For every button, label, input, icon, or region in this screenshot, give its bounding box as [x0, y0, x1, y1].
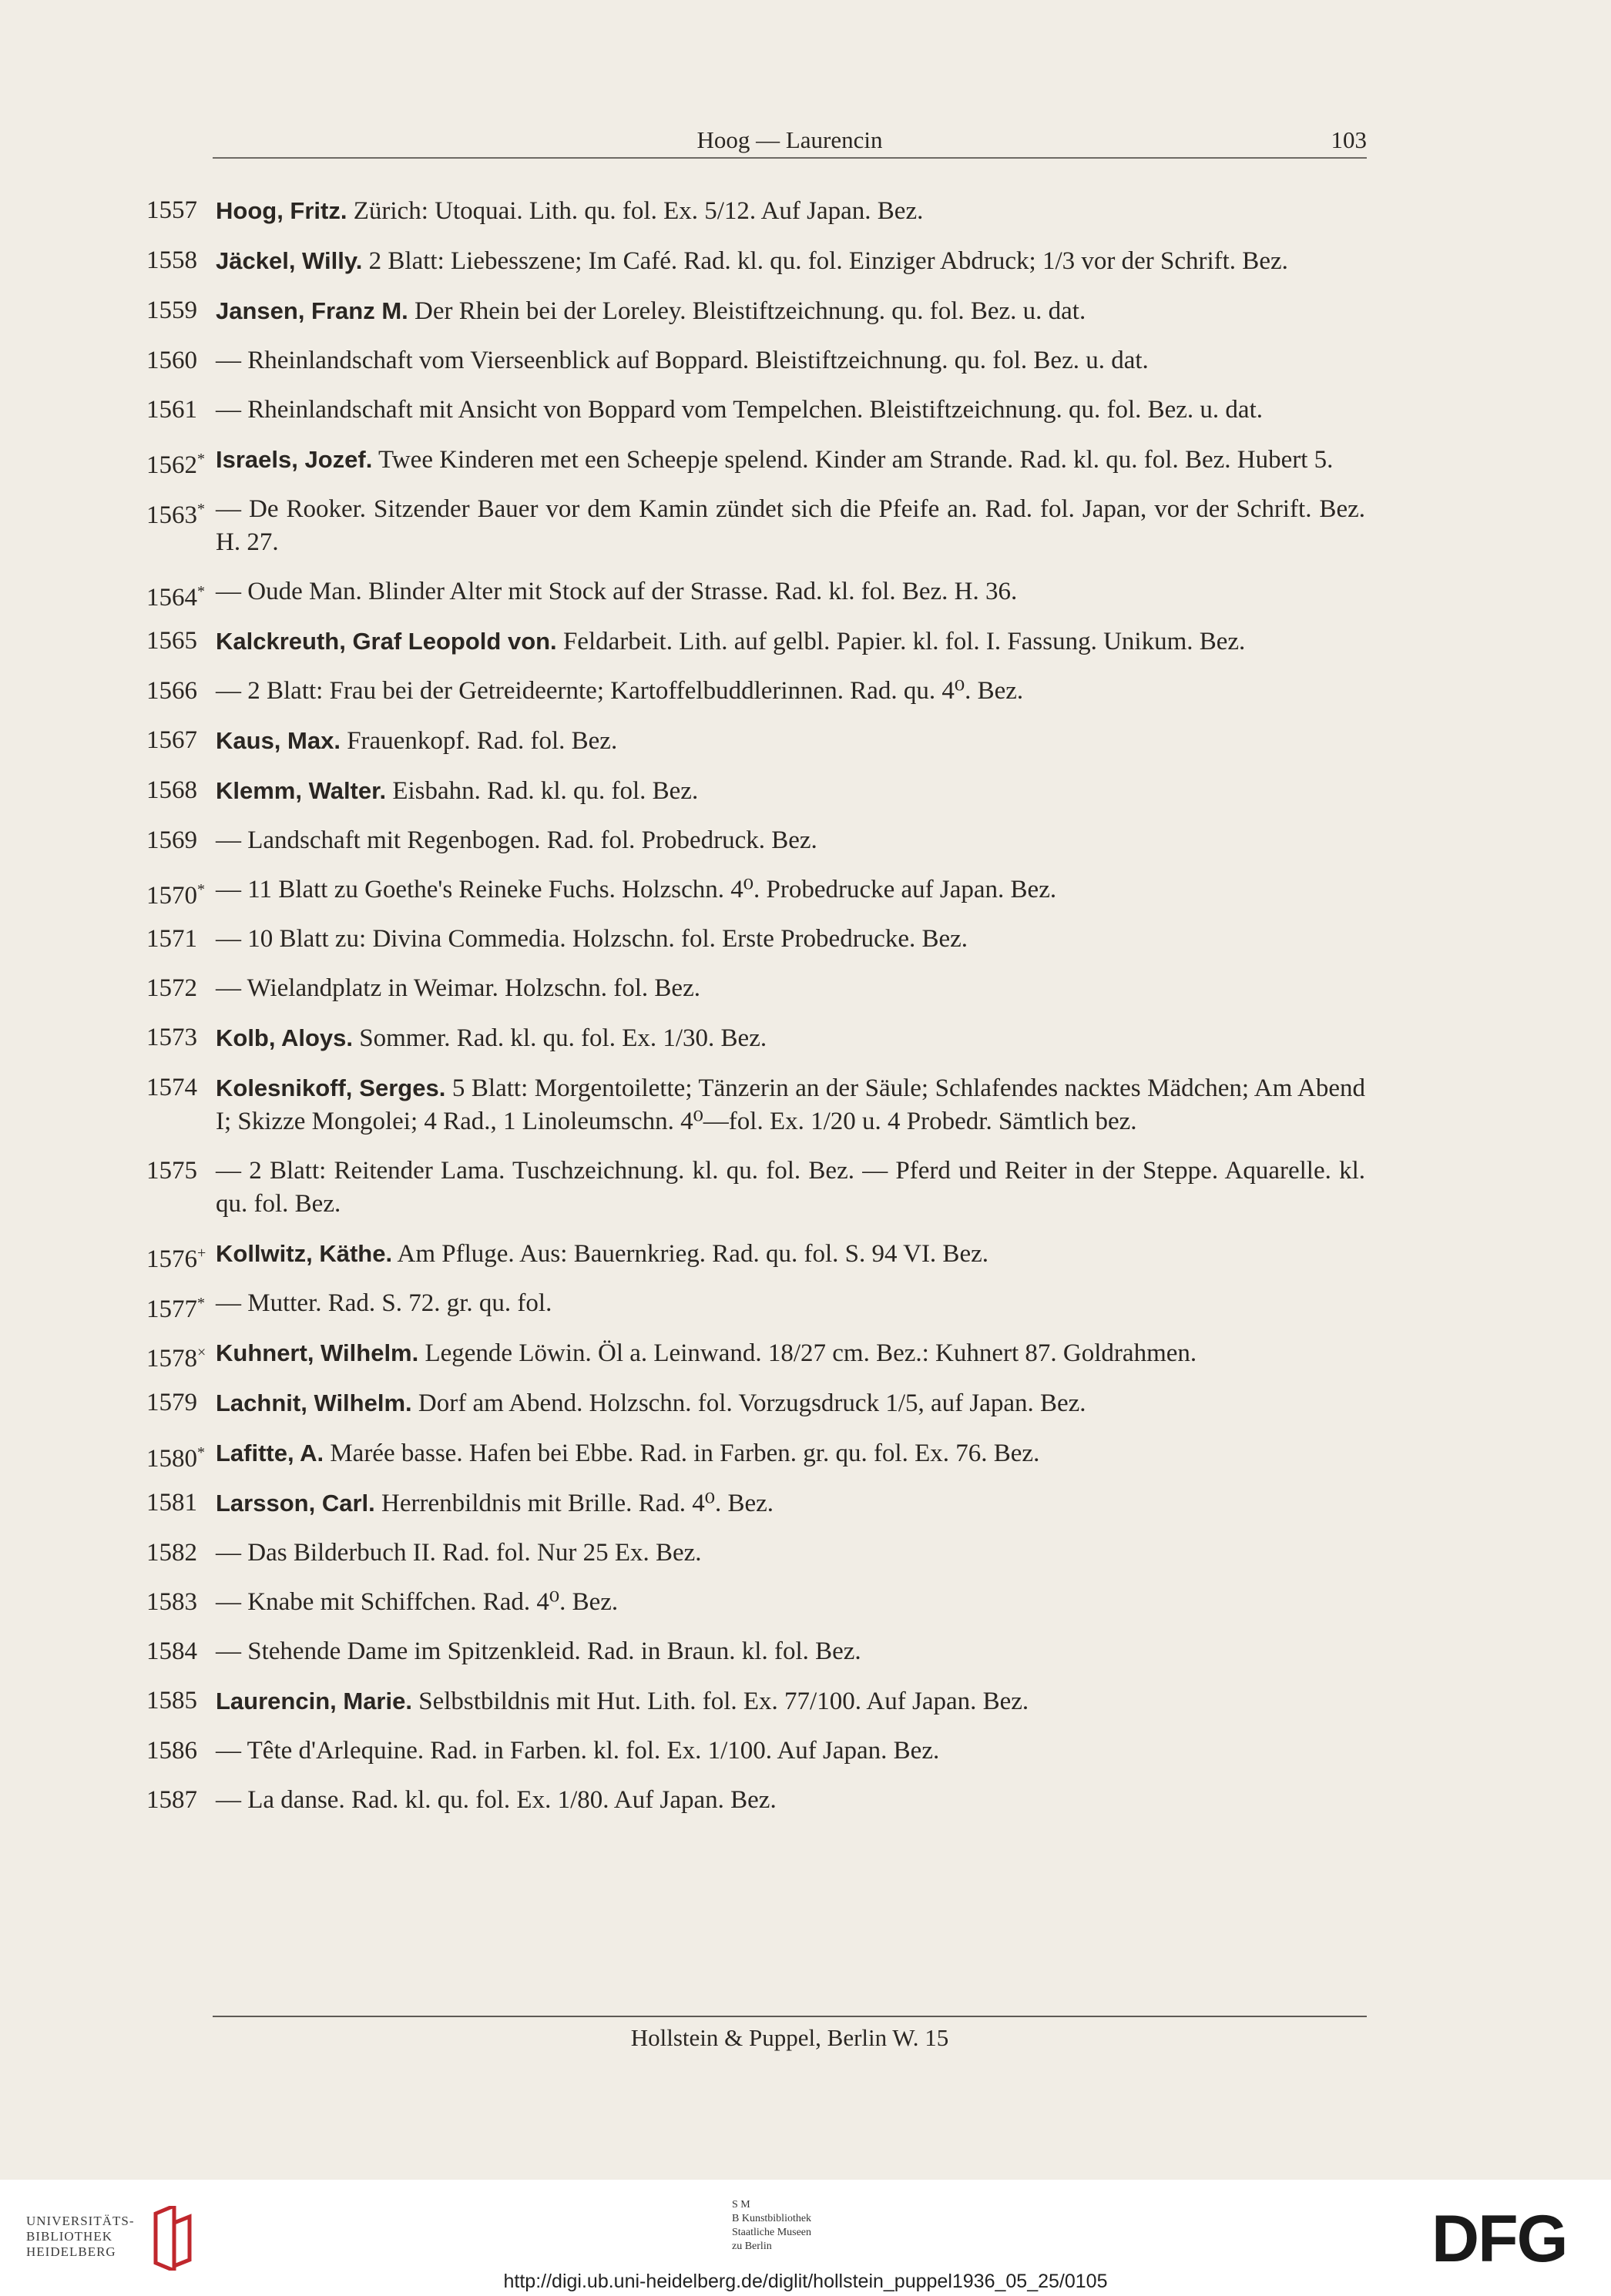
- entry-mark: *: [197, 1295, 205, 1312]
- entry-number: [146, 1684, 216, 1718]
- catalog-entry: [146, 675, 1365, 708]
- entry-number: [146, 724, 216, 757]
- entry-number: [146, 972, 216, 1005]
- entry-number-value: 1576: [146, 1245, 197, 1273]
- entry-number-value: 1565: [146, 627, 197, 655]
- entry-number-value: 1579: [146, 1389, 197, 1416]
- entry-number: [146, 1386, 216, 1419]
- catalog-entry: [146, 244, 1365, 278]
- dfg-logo: DFG: [1431, 2202, 1567, 2276]
- entry-number-value: 1571: [146, 925, 197, 953]
- catalog-entry: [146, 1237, 1365, 1271]
- entry-artist: Lafitte, A.: [216, 1440, 324, 1466]
- entry-description: — Oude Man. Blinder Alter mit Stock auf der Strasse. Rad. kl. fol. Bez. H. 36.: [216, 578, 1018, 605]
- permalink-url[interactable]: http://digi.ub.uni-heidelberg.de/diglit/hollstein_puppel1936_05_25/0105: [503, 2271, 1108, 2292]
- entry-description: — Landschaft mit Regenbogen. Rad. fol. Probedruck. Bez.: [216, 826, 817, 854]
- entry-description: Twee Kinderen met een Scheepje spelend. Kinder am Strande. Rad. kl. qu. fol. Bez. Hubert 5.: [378, 446, 1334, 474]
- catalog-entry: [146, 625, 1365, 659]
- catalog-entry: [146, 1635, 1365, 1668]
- entry-description: — 10 Blatt zu: Divina Commedia. Holzschn. fol. Erste Probedrucke. Bez.: [216, 925, 968, 953]
- entry-number: [146, 1537, 216, 1570]
- entry-artist: Hoog, Fritz.: [216, 197, 347, 224]
- entry-description: Feldarbeit. Lith. auf gelbl. Papier. kl. fol. I. Fassung. Unikum. Bez.: [562, 628, 1246, 655]
- museum-line: B Kunstbibliothek: [732, 2213, 812, 2224]
- catalog-entry: [146, 1386, 1365, 1420]
- entry-number-value: 1586: [146, 1737, 197, 1765]
- entry-number: [146, 344, 216, 377]
- entry-description: 5 Blatt: Morgentoilette; Tänzerin an der Säule; Schlafendes nacktes Mädchen; Am Abend I; Skizze Mongolei; 4 Rad., 1 Linoleumschn. 4⁰—fol. Ex. 1/20 u. 4 Probedr. Sämtlich bez.: [216, 1074, 1365, 1135]
- entry-artist: Lachnit, Wilhelm.: [216, 1389, 412, 1416]
- entry-description: — De Rooker. Sitzender Bauer vor dem Kamin zündet sich die Pfeife an. Rad. fol. Japan, vor der Schrift. Bez. H. 27.: [216, 495, 1365, 556]
- entry-number-value: 1581: [146, 1489, 197, 1517]
- entry-number: [146, 1635, 216, 1668]
- entry-number: [146, 1735, 216, 1768]
- entry-description: — Mutter. Rad. S. 72. gr. qu. fol.: [216, 1289, 552, 1317]
- entry-mark: ×: [197, 1344, 206, 1361]
- museum-line: Staatliche Museen: [732, 2227, 812, 2238]
- entry-number-value: 1583: [146, 1588, 197, 1616]
- entry-description: — Knabe mit Schiffchen. Rad. 4⁰. Bez.: [216, 1588, 619, 1616]
- entry-number-value: 1570: [146, 882, 197, 910]
- catalog-entry: [146, 873, 1365, 910]
- entry-number: [146, 824, 216, 857]
- catalog-entries: [146, 194, 1365, 1833]
- entry-description: Marée basse. Hafen bei Ebbe. Rad. in Farben. gr. qu. fol. Ex. 76. Bez.: [330, 1440, 1040, 1467]
- catalog-entry: [146, 1336, 1365, 1373]
- entry-number: [146, 675, 216, 708]
- entry-mark: *: [197, 501, 205, 518]
- entry-number-value: 1559: [146, 297, 197, 324]
- entry-number-value: 1573: [146, 1024, 197, 1051]
- entry-artist: Larsson, Carl.: [216, 1490, 375, 1517]
- running-header: [213, 122, 1367, 159]
- entry-description: — Wielandplatz in Weimar. Holzschn. fol. Bez.: [216, 974, 700, 1002]
- entry-number-value: 1562: [146, 451, 197, 479]
- viewer-bottom-bar: [0, 2180, 1611, 2296]
- entry-number-value: 1585: [146, 1687, 197, 1714]
- catalog-entry: [146, 824, 1365, 857]
- entry-number: [146, 923, 216, 956]
- catalog-entry: [146, 1487, 1365, 1520]
- entry-number: [146, 194, 216, 227]
- entry-artist: Kalckreuth, Graf Leopold von.: [216, 628, 557, 655]
- catalog-entry: [146, 344, 1365, 377]
- entry-description: — 2 Blatt: Reitender Lama. Tuschzeichnung. kl. qu. fol. Bez. — Pferd und Reiter in der Steppe. Aquarelle. kl. qu. fol. Bez.: [216, 1157, 1365, 1218]
- entry-mark: *: [197, 451, 205, 468]
- entry-description: — Stehende Dame im Spitzenkleid. Rad. in Braun. kl. fol. Bez.: [216, 1637, 861, 1665]
- catalog-entry: [146, 923, 1365, 956]
- entry-artist: Laurencin, Marie.: [216, 1688, 412, 1714]
- entry-description: Am Pfluge. Aus: Bauernkrieg. Rad. qu. fol. S. 94 VI. Bez.: [397, 1240, 988, 1268]
- entry-mark: +: [197, 1245, 206, 1262]
- university-line: UNIVERSITÄTS-: [26, 2214, 135, 2228]
- entry-number: [146, 294, 216, 327]
- entry-description: — La danse. Rad. kl. qu. fol. Ex. 1/80. Auf Japan. Bez.: [216, 1786, 777, 1814]
- entry-number-value: 1584: [146, 1637, 197, 1665]
- entry-number: [146, 1237, 216, 1276]
- entry-artist: Kolesnikoff, Serges.: [216, 1074, 446, 1101]
- entry-number-value: 1575: [146, 1157, 197, 1185]
- entry-description: — Rheinlandschaft mit Ansicht von Boppard vom Tempelchen. Bleistiftzeichnung. qu. fol. Bez. u. dat.: [216, 396, 1263, 424]
- header-title: Hoog — Laurencin: [696, 126, 883, 153]
- entry-description: Sommer. Rad. kl. qu. fol. Ex. 1/30. Bez.: [359, 1024, 767, 1052]
- catalog-entry: [146, 774, 1365, 808]
- university-line: HEIDELBERG: [26, 2244, 116, 2259]
- entry-description: — Rheinlandschaft vom Vierseenblick auf Boppard. Bleistiftzeichnung. qu. fol. Bez. u. dat.: [216, 347, 1149, 374]
- entry-mark: *: [197, 881, 205, 898]
- entry-number-value: 1574: [146, 1074, 197, 1101]
- entry-description: Legende Löwin. Öl a. Leinwand. 18/27 cm. Bez.: Kuhnert 87. Goldrahmen.: [425, 1339, 1197, 1367]
- catalog-entry: [146, 1287, 1365, 1323]
- entry-number: [146, 1287, 216, 1326]
- entry-artist: Kolb, Aloys.: [216, 1024, 353, 1051]
- entry-number-value: 1564: [146, 584, 197, 612]
- entry-number-value: 1580: [146, 1445, 197, 1473]
- museum-line: S M: [732, 2199, 750, 2211]
- entry-description: Selbstbildnis mit Hut. Lith. fol. Ex. 77/100. Auf Japan. Bez.: [418, 1688, 1029, 1715]
- catalog-entry: [146, 493, 1365, 559]
- entry-number-value: 1587: [146, 1786, 197, 1814]
- entry-number: [146, 1436, 216, 1476]
- entry-number: [146, 1586, 216, 1619]
- entry-artist: Israels, Jozef.: [216, 446, 373, 473]
- catalog-entry: [146, 1071, 1365, 1138]
- entry-artist: Kollwitz, Käthe.: [216, 1240, 393, 1267]
- catalog-entry: [146, 1784, 1365, 1817]
- entry-number-value: 1577: [146, 1295, 197, 1323]
- entry-number-value: 1558: [146, 246, 197, 274]
- entry-description: — 11 Blatt zu Goethe's Reineke Fuchs. Holzschn. 4⁰. Probedrucke auf Japan. Bez.: [216, 876, 1057, 903]
- entry-number-value: 1561: [146, 396, 197, 424]
- entry-number: [146, 625, 216, 658]
- entry-number: [146, 394, 216, 427]
- entry-description: Frauenkopf. Rad. fol. Bez.: [347, 727, 618, 755]
- university-logo-icon: [151, 2206, 194, 2271]
- entry-number: [146, 1071, 216, 1104]
- museum-line: zu Berlin: [732, 2241, 772, 2252]
- entry-number: [146, 1155, 216, 1188]
- entry-description: Der Rhein bei der Loreley. Bleistiftzeichnung. qu. fol. Bez. u. dat.: [414, 297, 1086, 325]
- catalog-entry: [146, 194, 1365, 228]
- entry-mark: *: [197, 1444, 205, 1461]
- entry-number-value: 1567: [146, 726, 197, 754]
- entry-number-value: 1578: [146, 1345, 197, 1373]
- catalog-entry: [146, 394, 1365, 427]
- entry-number-value: 1557: [146, 196, 197, 224]
- catalog-entry: [146, 972, 1365, 1005]
- entry-description: 2 Blatt: Liebesszene; Im Café. Rad. kl. qu. fol. Einziger Abdruck; 1/3 vor der Schrift. Bez.: [368, 247, 1288, 275]
- entry-number: [146, 1487, 216, 1520]
- entry-number-value: 1563: [146, 501, 197, 529]
- entry-number-value: 1572: [146, 974, 197, 1002]
- catalog-entry: [146, 724, 1365, 758]
- entry-description: — Das Bilderbuch II. Rad. fol. Nur 25 Ex. Bez.: [216, 1539, 702, 1567]
- entry-number-value: 1569: [146, 826, 197, 854]
- university-line: BIBLIOTHEK: [26, 2229, 112, 2244]
- entry-number-value: 1560: [146, 347, 197, 374]
- catalog-entry: [146, 1436, 1365, 1473]
- university-library-name: [26, 2214, 135, 2260]
- entry-description: — Tête d'Arlequine. Rad. in Farben. kl. fol. Ex. 1/100. Auf Japan. Bez.: [216, 1737, 940, 1765]
- entry-description: Herrenbildnis mit Brille. Rad. 4⁰. Bez.: [381, 1490, 774, 1517]
- entry-number: [146, 1784, 216, 1817]
- entry-artist: Klemm, Walter.: [216, 777, 387, 804]
- catalog-entry: [146, 1735, 1365, 1768]
- catalog-entry: [146, 1537, 1365, 1570]
- entry-artist: Kaus, Max.: [216, 727, 341, 754]
- entry-number-value: 1566: [146, 677, 197, 705]
- catalog-entry: [146, 1586, 1365, 1619]
- entry-number: [146, 493, 216, 532]
- entry-number-value: 1582: [146, 1539, 197, 1567]
- entry-number: [146, 1336, 216, 1376]
- catalog-entry: [146, 294, 1365, 328]
- entry-number-value: 1568: [146, 776, 197, 804]
- entry-artist: Jansen, Franz M.: [216, 297, 408, 324]
- footer-publisher: Hollstein & Puppel, Berlin W. 15: [630, 2024, 949, 2051]
- entry-number: [146, 873, 216, 913]
- entry-artist: Jäckel, Willy.: [216, 247, 363, 274]
- catalog-entry: [146, 1684, 1365, 1718]
- catalog-entry: [146, 575, 1365, 612]
- entry-number: [146, 1021, 216, 1054]
- page-number: 103: [1331, 126, 1367, 153]
- entry-mark: *: [197, 583, 205, 600]
- entry-description: — 2 Blatt: Frau bei der Getreideernte; Kartoffelbuddlerinnen. Rad. qu. 4⁰. Bez.: [216, 677, 1024, 705]
- entry-description: Eisbahn. Rad. kl. qu. fol. Bez.: [392, 777, 699, 805]
- museum-credit: [732, 2198, 811, 2254]
- entry-number: [146, 575, 216, 615]
- entry-number: [146, 443, 216, 482]
- entry-number: [146, 774, 216, 807]
- footer-rule: [213, 2016, 1367, 2017]
- entry-artist: Kuhnert, Wilhelm.: [216, 1339, 419, 1366]
- catalog-entry: [146, 443, 1365, 477]
- catalog-entry: [146, 1155, 1365, 1221]
- catalog-entry: [146, 1021, 1365, 1055]
- entry-number: [146, 244, 216, 277]
- entry-description: Zürich: Utoquai. Lith. qu. fol. Ex. 5/12. Auf Japan. Bez.: [353, 197, 924, 225]
- entry-description: Dorf am Abend. Holzschn. fol. Vorzugsdruck 1/5, auf Japan. Bez.: [418, 1389, 1086, 1417]
